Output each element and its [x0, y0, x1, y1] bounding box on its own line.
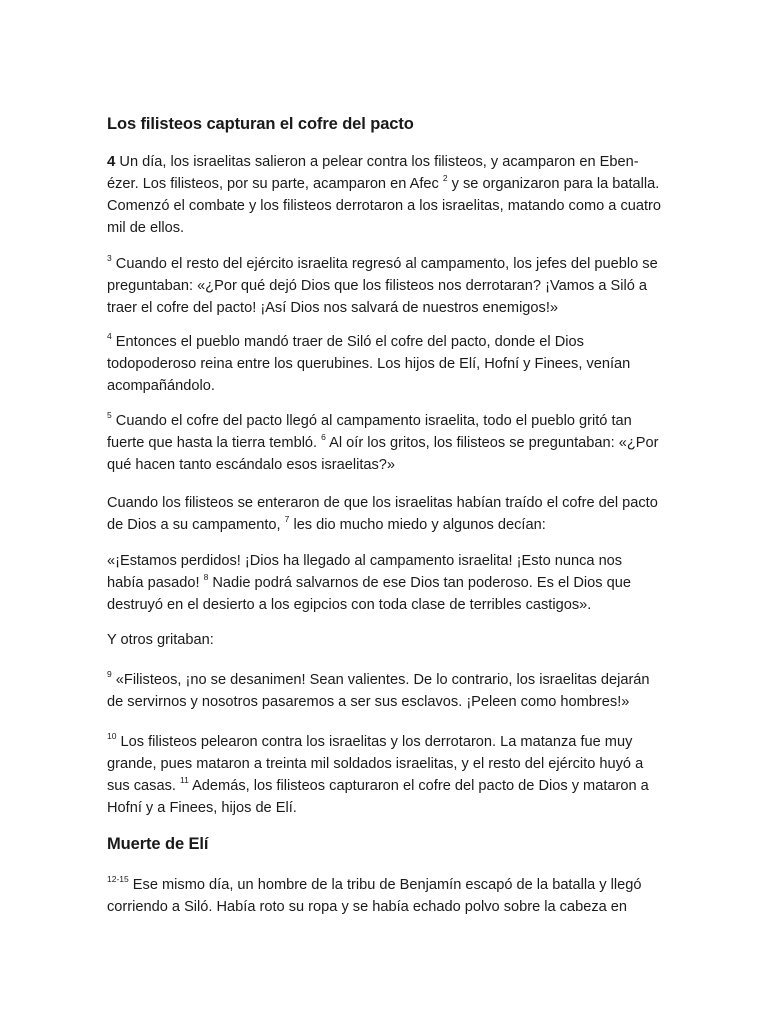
chapter-number: 4: [107, 153, 116, 170]
verse-number: 8: [203, 572, 209, 583]
verse-number: 2: [442, 173, 448, 184]
verse-text: Ese mismo día, un hombre de la tribu de Benjamín escapó de la batalla y llegó corriendo a Siló. Había roto su ropa y se había echado polvo sobre la cabeza en: [107, 877, 642, 915]
verse-number: 10: [107, 731, 117, 742]
paragraph-verse-9: [107, 669, 662, 713]
verse-number: 7: [284, 514, 290, 525]
verse-number: 9: [107, 669, 112, 680]
paragraph-verse-1-2: [107, 151, 662, 239]
verse-text: Entonces el pueblo mandó traer de Siló el cofre del pacto, donde el Dios todopoderoso reina entre los querubines. Los hijos de Elí, Hofní y Finees, venían acompañándolo.: [107, 334, 631, 394]
verse-text: les dio mucho miedo y algunos decían:: [289, 517, 546, 533]
verse-number: 3: [107, 253, 112, 264]
verse-text: Además, los filisteos capturaron el cofre del pacto de Dios y mataron a Hofní y a Finees, hijos de Elí.: [107, 778, 649, 816]
verse-text: Cuando los filisteos se enteraron de que los israelitas habían traído el cofre del pacto de Dios a su campamento,: [107, 495, 658, 533]
paragraph-verse-12-15: [107, 874, 662, 918]
verse-text: Los filisteos pelearon contra los israelitas y los derrotaron. La matanza fue muy grande, pues mataron a treinta mil soldados israelitas, y el resto del ejército huyó a sus casas.: [107, 734, 644, 794]
section-heading-capture: Los filisteos capturan el cofre del pacto: [107, 115, 414, 133]
verse-text: «¡Estamos perdidos! ¡Dios ha llegado al campamento israelita! ¡Esto nunca nos había pasado!: [107, 553, 623, 591]
verse-number: 12-15: [107, 874, 129, 885]
verse-text: Al oír los gritos, los filisteos se preguntaban: «¿Por qué hacen tanto escándalo esos israelitas?»: [107, 435, 659, 473]
verse-number: 4: [107, 331, 112, 342]
paragraph-verse-8: [107, 550, 662, 616]
verse-text: Un día, los israelitas salieron a pelear contra los filisteos, y acamparon en Eben-ézer. Los filisteos, por su parte, acamparon en Afec: [107, 154, 639, 192]
verse-number: 6: [321, 432, 326, 443]
verse-text: Cuando el cofre del pacto llegó al campamento israelita, todo el pueblo gritó tan fuerte que hasta la tierra tembló.: [107, 413, 632, 451]
section-heading-eli-death: Muerte de Elí: [107, 835, 209, 853]
verse-number: 11: [180, 775, 189, 786]
verse-text: y se organizaron para la batalla. Comenzó el combate y los filisteos derrotaron a los israelitas, matando como a cuatro mil de ellos.: [107, 176, 662, 236]
verse-text: Cuando el resto del ejército israelita regresó al campamento, los jefes del pueblo se preguntaban: «¿Por qué dejó Dios que los filisteos nos derrotaran? ¡Vamos a Siló a traer el cofre del pacto! ¡Así Dios nos salvará de nuestros enemigos!»: [107, 256, 658, 316]
paragraph-others: [107, 629, 662, 651]
paragraph-verse-3: [107, 253, 662, 319]
verse-text: «Filisteos, ¡no se desanimen! Sean valientes. De lo contrario, los israelitas dejarán de servirnos y nosotros pasaremos a ser sus esclavos. ¡Peleen como hombres!»: [107, 672, 650, 710]
paragraph-verse-4: [107, 331, 662, 397]
paragraph-verse-5-6: [107, 410, 662, 476]
paragraph-verse-10-11: [107, 731, 662, 819]
paragraph-verse-7: [107, 492, 662, 536]
verse-number: 5: [107, 410, 112, 421]
verse-text: Nadie podrá salvarnos de ese Dios tan poderoso. Es el Dios que destruyó en el desierto a los egipcios con toda clase de terribles castigos».: [107, 575, 631, 613]
verse-text: Y otros gritaban:: [107, 632, 214, 648]
